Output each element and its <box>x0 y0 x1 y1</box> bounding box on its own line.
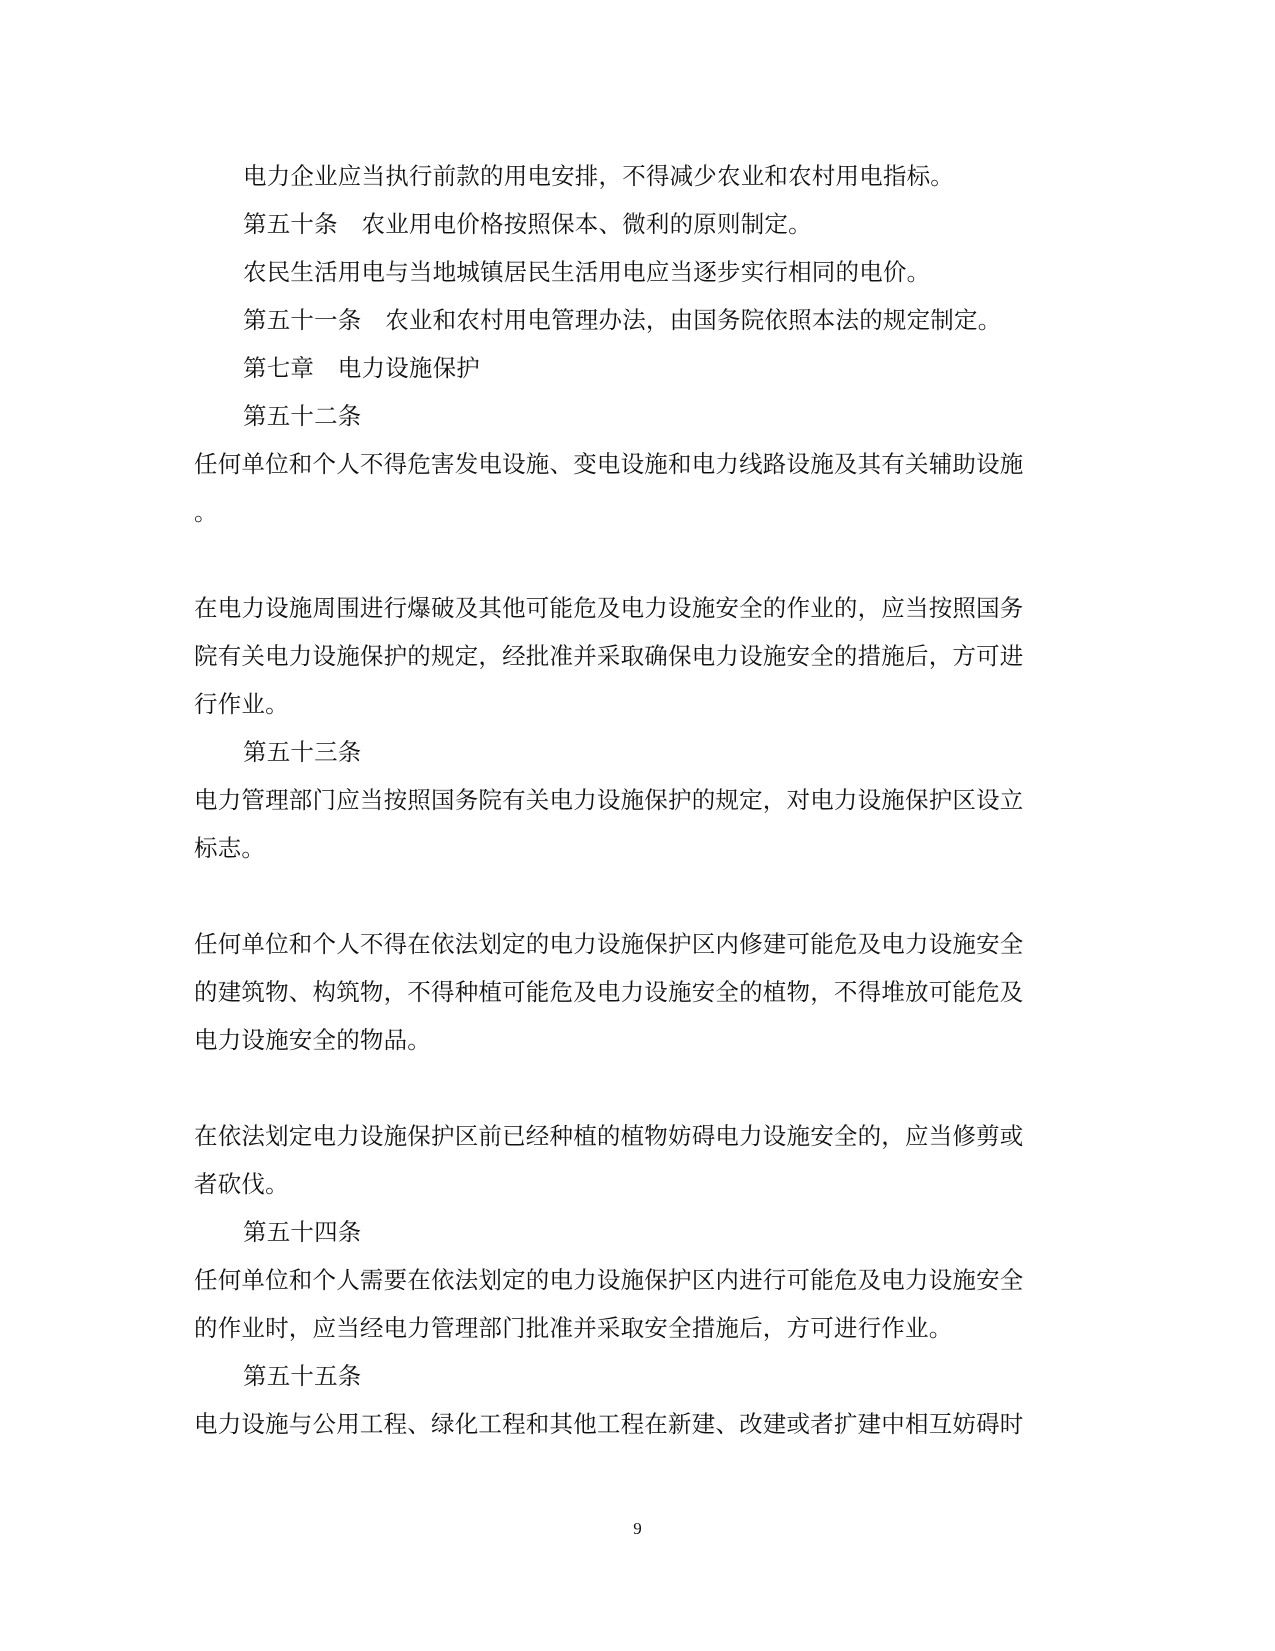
text-line: 标志。 <box>194 834 266 862</box>
text-line: 。 <box>194 498 218 526</box>
chapter-heading: 第七章 电力设施保护 <box>243 354 480 382</box>
text-line: 院有关电力设施保护的规定，经批准并采取确保电力设施安全的措施后，方可进 <box>194 642 1024 670</box>
text-line: 任何单位和个人不得危害发电设施、变电设施和电力线路设施及其有关辅助设施 <box>194 450 1024 478</box>
text-line: 电力管理部门应当按照国务院有关电力设施保护的规定，对电力设施保护区设立 <box>194 786 1024 814</box>
article-55-heading: 第五十五条 <box>243 1362 362 1390</box>
text-line: 者砍伐。 <box>194 1170 289 1198</box>
text-line: 电力企业应当执行前款的用电安排，不得减少农业和农村用电指标。 <box>243 162 954 190</box>
text-line: 电力设施安全的物品。 <box>194 1026 431 1054</box>
page-number: 9 <box>633 1519 642 1538</box>
article-54-heading: 第五十四条 <box>243 1218 362 1246</box>
text-line: 在依法划定电力设施保护区前已经种植的植物妨碍电力设施安全的，应当修剪或 <box>194 1122 1024 1150</box>
text-line: 在电力设施周围进行爆破及其他可能危及电力设施安全的作业的，应当按照国务 <box>194 594 1024 622</box>
text-line: 的作业时，应当经电力管理部门批准并采取安全措施后，方可进行作业。 <box>194 1314 953 1342</box>
text-line: 农民生活用电与当地城镇居民生活用电应当逐步实行相同的电价。 <box>243 258 931 286</box>
text-line: 电力设施与公用工程、绿化工程和其他工程在新建、改建或者扩建中相互妨碍时 <box>194 1410 1024 1438</box>
article-52-heading: 第五十二条 <box>243 402 362 430</box>
text-line: 行作业。 <box>194 690 289 718</box>
text-line: 的建筑物、构筑物，不得种植可能危及电力设施安全的植物，不得堆放可能危及 <box>194 978 1024 1006</box>
article-51: 第五十一条 农业和农村用电管理办法，由国务院依照本法的规定制定。 <box>243 306 1002 334</box>
text-line: 任何单位和个人不得在依法划定的电力设施保护区内修建可能危及电力设施安全 <box>194 930 1024 958</box>
article-50: 第五十条 农业用电价格按照保本、微利的原则制定。 <box>243 210 812 238</box>
text-line: 任何单位和个人需要在依法划定的电力设施保护区内进行可能危及电力设施安全 <box>194 1266 1024 1294</box>
article-53-heading: 第五十三条 <box>243 738 362 766</box>
